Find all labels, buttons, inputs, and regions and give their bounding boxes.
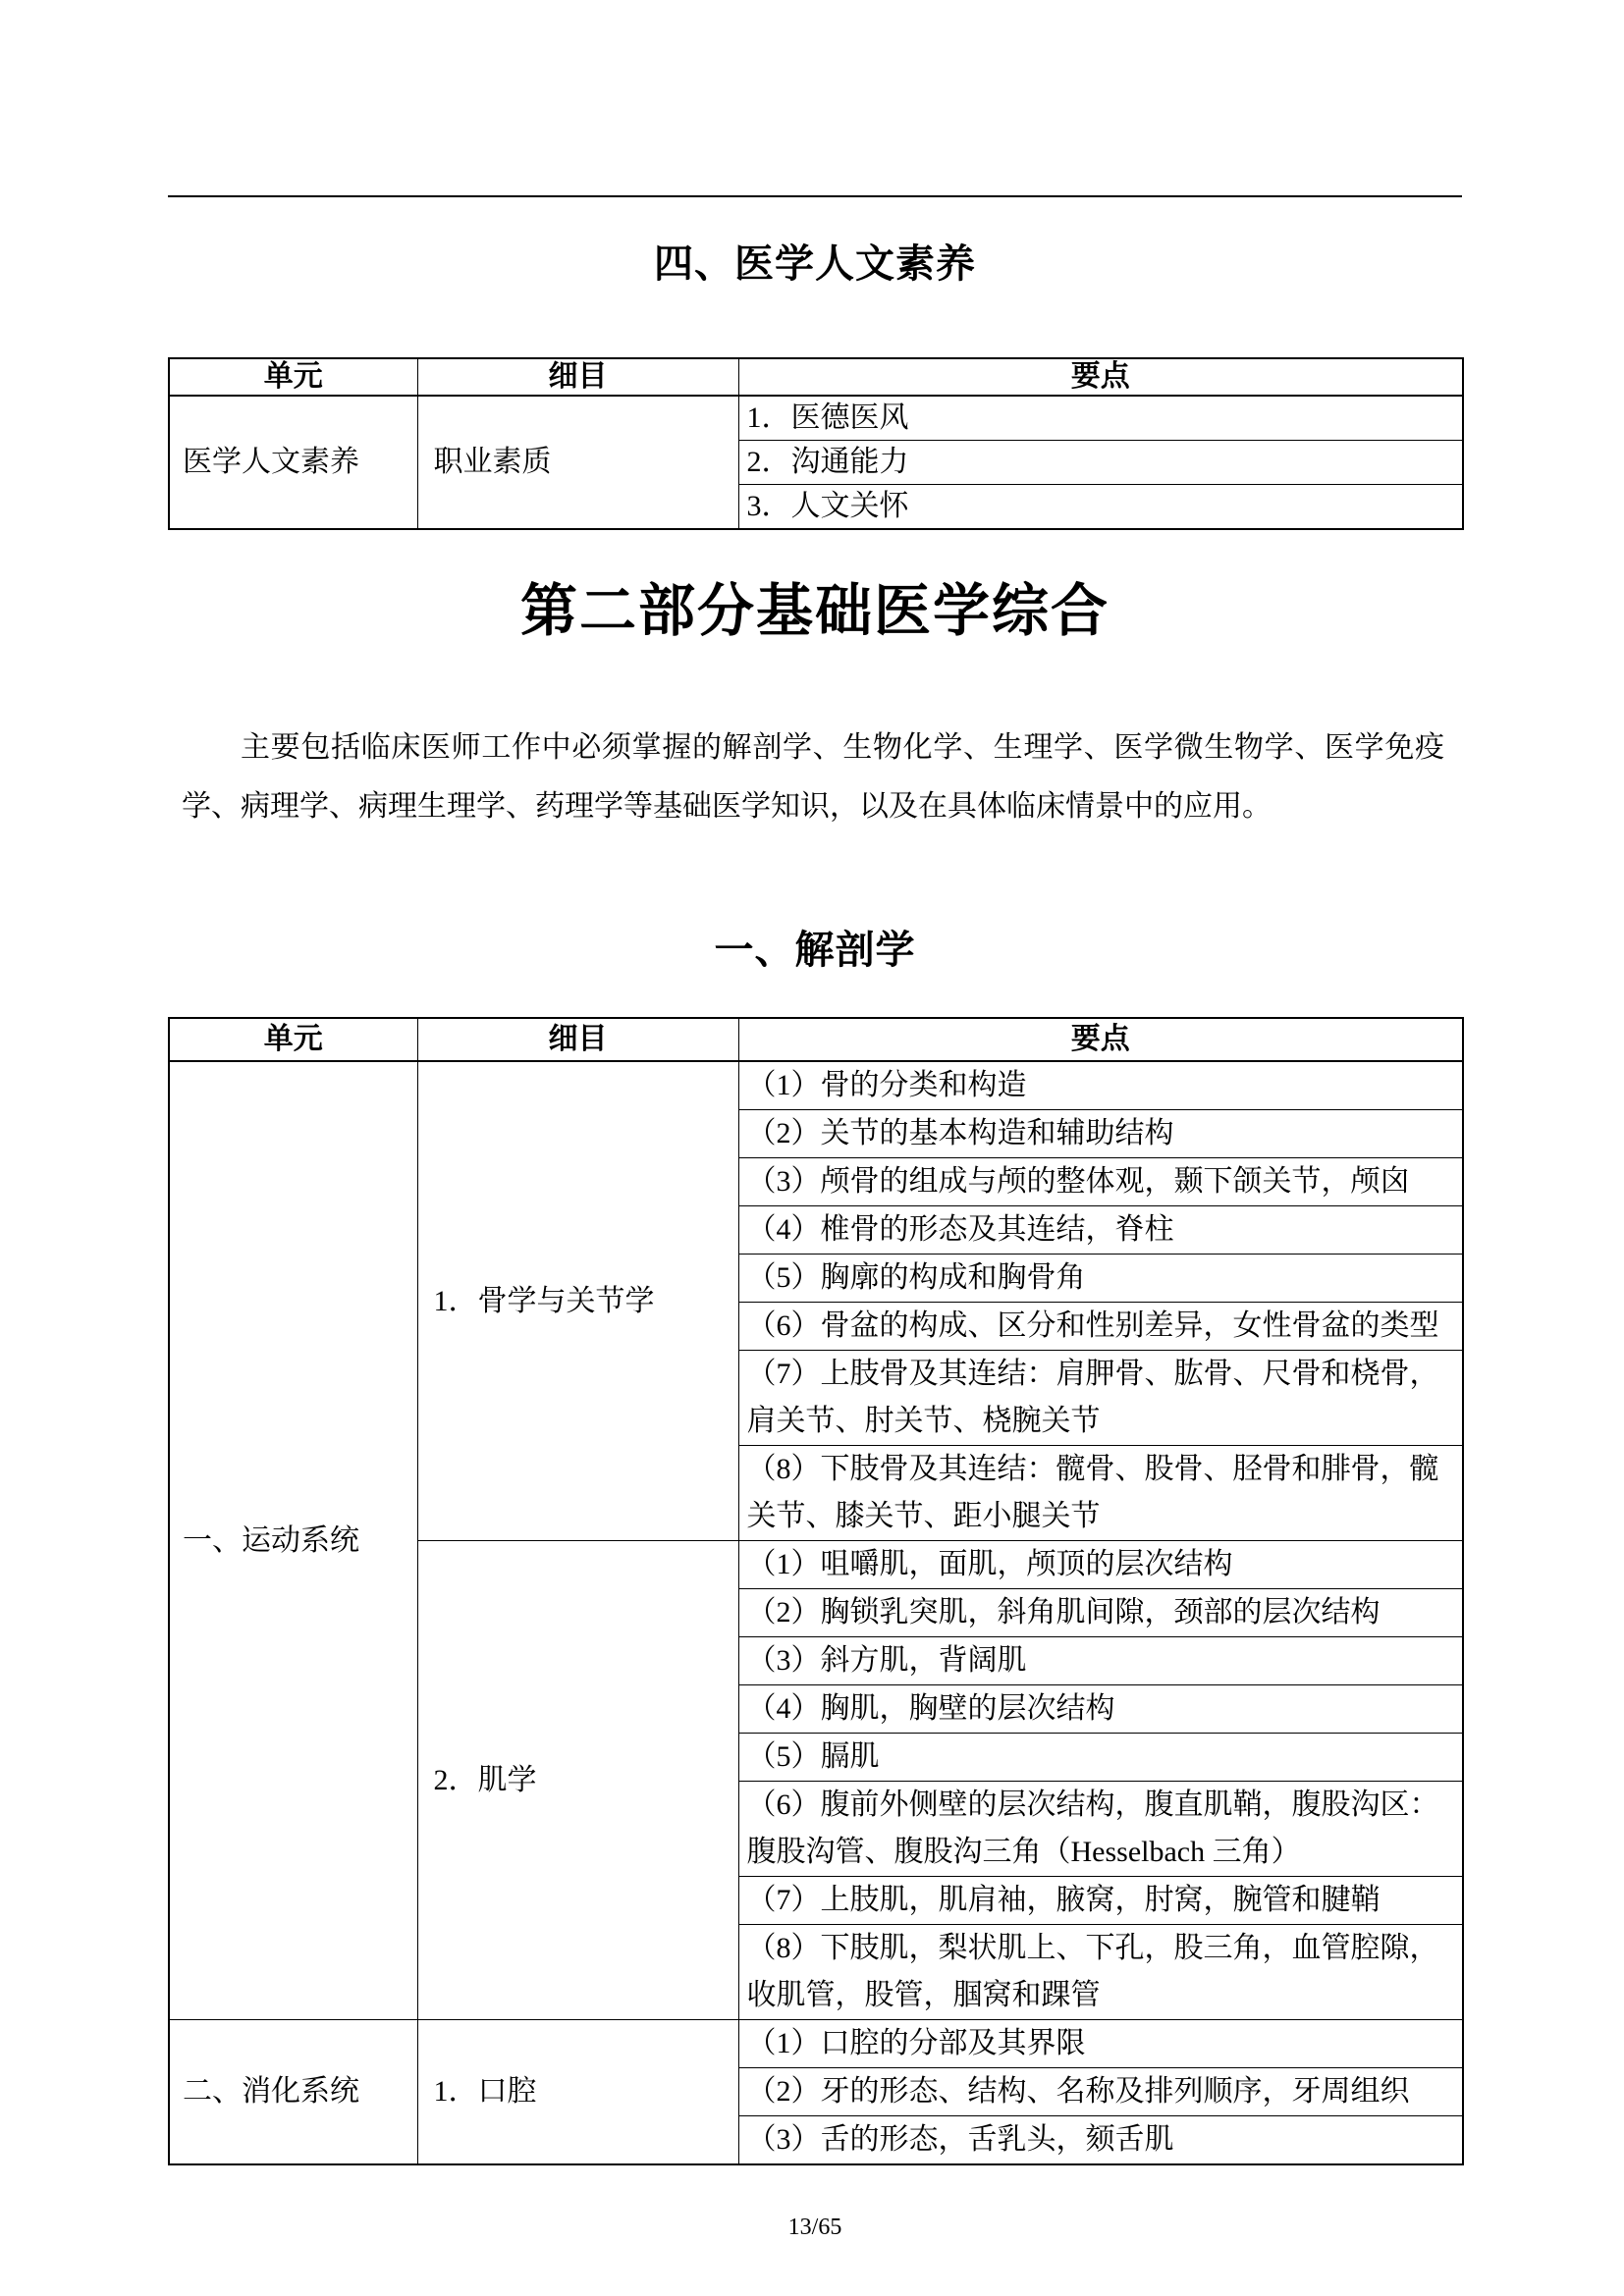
point-cell: （5）胸廓的构成和胸骨角 [738,1255,1463,1303]
point-cell: 3．人文关怀 [738,485,1463,530]
point-cell: （3）舌的形态，舌乳头，颏舌肌 [738,2116,1463,2165]
point-cell: （1）骨的分类和构造 [738,1061,1463,1110]
point-cell: （5）膈肌 [738,1734,1463,1782]
humanities-table [168,357,1464,530]
page-number: 13/65 [787,2215,842,2240]
point-cell: 1．医德医风 [738,396,1463,441]
column-header-points: 要点 [738,358,1463,396]
table-row [169,2020,1463,2068]
table-header-row [169,358,1463,396]
point-cell: （3）斜方肌，背阔肌 [738,1637,1463,1685]
column-header-unit: 单元 [169,358,417,396]
point-cell: （8）下肢肌，梨状肌上、下孔，股三角，血管腔隙，收肌管，股管，腘窝和踝管 [738,1925,1463,2020]
point-cell: （2）胸锁乳突肌，斜角肌间隙，颈部的层次结构 [738,1589,1463,1637]
column-header-detail: 细目 [417,1018,738,1061]
column-header-points: 要点 [738,1018,1463,1061]
header-rule [168,195,1462,197]
point-cell: （2）关节的基本构造和辅助结构 [738,1110,1463,1158]
column-header-detail: 细目 [417,358,738,396]
intro-paragraph: 主要包括临床医师工作中必须掌握的解剖学、生物化学、生理学、医学微生物学、医学免疫学、病理学、病理生理学、药理学等基础医学知识，以及在具体临床情景中的应用。 [182,731,1444,823]
point-cell: （6）腹前外侧壁的层次结构，腹直肌鞘，腹股沟区：腹股沟管、腹股沟三角（Hesselbach 三角） [738,1782,1463,1877]
point-cell: 2．沟通能力 [738,441,1463,485]
table-header-row [169,1018,1463,1061]
anatomy-title: 一、解剖学 [714,928,916,972]
section-4-title: 四、医学人文素养 [654,241,976,286]
part-2-title: 第二部分基础医学综合 [519,579,1110,643]
point-cell: （1）咀嚼肌，面肌，颅顶的层次结构 [738,1541,1463,1589]
point-cell: （1）口腔的分部及其界限 [738,2020,1463,2068]
table-row [169,1061,1463,1110]
detail-cell: 1．骨学与关节学 [417,1061,738,1541]
point-cell: （7）上肢肌，肌肩袖，腋窝，肘窝，腕管和腱鞘 [738,1877,1463,1925]
point-cell: （2）牙的形态、结构、名称及排列顺序，牙周组织 [738,2068,1463,2116]
point-cell: （6）骨盆的构成、区分和性别差异，女性骨盆的类型 [738,1303,1463,1351]
point-cell: （4）椎骨的形态及其连结，脊柱 [738,1206,1463,1255]
point-cell: （8）下肢骨及其连结：髋骨、股骨、胫骨和腓骨，髋关节、膝关节、距小腿关节 [738,1446,1463,1541]
point-cell: （7）上肢骨及其连结：肩胛骨、肱骨、尺骨和桡骨，肩关节、肘关节、桡腕关节 [738,1351,1463,1446]
detail-cell: 职业素质 [417,396,738,529]
point-cell: （3）颅骨的组成与颅的整体观，颞下颌关节，颅囟 [738,1158,1463,1206]
column-header-unit: 单元 [169,1018,417,1061]
unit-cell: 一、运动系统 [169,1061,417,2020]
anatomy-table [168,1017,1464,2165]
unit-cell: 二、消化系统 [169,2020,417,2165]
detail-cell: 1．口腔 [417,2020,738,2165]
detail-cell: 2．肌学 [417,1541,738,2020]
unit-cell: 医学人文素养 [169,396,417,529]
table-row [169,396,1463,441]
point-cell: （4）胸肌，胸壁的层次结构 [738,1685,1463,1734]
